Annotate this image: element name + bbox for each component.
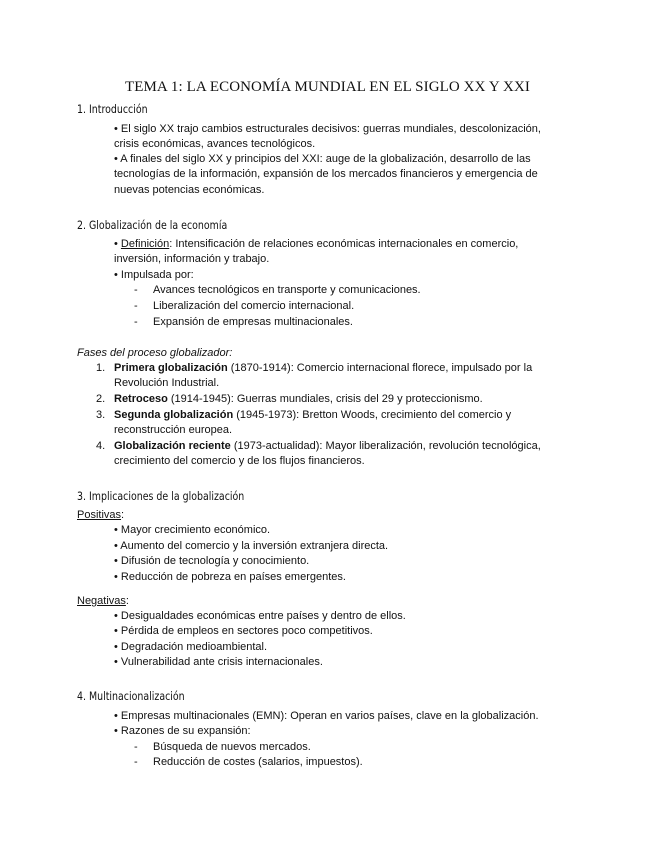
- negative-item: • Degradación medioambiental.: [114, 641, 268, 653]
- section-heading-introduccion: 1. Introducción: [77, 102, 148, 116]
- section-heading-implicaciones: 3. Implicaciones de la globalización: [77, 489, 245, 503]
- phase-1-name: Primera globalización: [114, 362, 228, 374]
- phase-4-name: Globalización reciente: [114, 440, 231, 452]
- intro-bullet-1-line-1: • El siglo XX trajo cambios estructurales decisivos: guerras mundiales, descolonización,: [114, 123, 541, 135]
- negative-label-text: Negativas: [77, 595, 126, 607]
- section-heading-multinacionalizacion: 4. Multinacionalización: [77, 689, 185, 703]
- definition-label: Definición: [120, 238, 170, 250]
- intro-bullet-2-line-2: tecnologías de la información, expansión de los mercados financieros y emergencia de: [114, 168, 538, 180]
- negative-item: • Vulnerabilidad ante crisis internacionales.: [114, 656, 323, 668]
- phase-2-text: (1914-1945): Guerras mundiales, crisis del 29 y proteccionismo.: [167, 393, 483, 405]
- dash-marker: -: [134, 284, 138, 296]
- phase-number: 1.: [96, 362, 106, 374]
- positive-item: • Aumento del comercio y la inversión extranjera directa.: [114, 540, 389, 552]
- definition-text: : Intensificación de relaciones económicas internacionales en comercio,: [169, 238, 519, 250]
- dash-marker: -: [134, 756, 138, 768]
- impulse-bullet: • Impulsada por:: [114, 269, 194, 281]
- positive-item: • Difusión de tecnología y conocimiento.: [114, 555, 310, 567]
- label-colon: :: [121, 509, 125, 521]
- impulse-item: Avances tecnológicos en transporte y comunicaciones.: [153, 284, 421, 296]
- phase-number: 4.: [96, 440, 106, 452]
- phase-3-line-2: reconstrucción europea.: [114, 424, 233, 436]
- phase-3-text: (1945-1973): Bretton Woods, crecimiento del comercio y: [233, 409, 512, 421]
- phase-4-line-1: [114, 439, 541, 454]
- document-title: TEMA 1: LA ECONOMÍA MUNDIAL EN EL SIGLO XX Y XXI: [124, 79, 531, 95]
- phase-3-line-1: [114, 408, 511, 423]
- phase-4-line-2: crecimiento del comercio y de los flujos financieros.: [114, 455, 365, 467]
- positive-label: [77, 508, 124, 523]
- phase-number: 2.: [96, 393, 106, 405]
- positive-item: • Mayor crecimiento económico.: [114, 524, 271, 536]
- intro-bullet-2-line-1: • A finales del siglo XX y principios del XXI: auge de la globalización, desarrollo de las: [114, 153, 531, 165]
- phase-1-text: (1870-1914): Comercio internacional florece, impulsado por la: [227, 362, 533, 374]
- impulse-item: Liberalización del comercio internacional.: [153, 300, 355, 312]
- expansion-reason: Búsqueda de nuevos mercados.: [153, 741, 311, 753]
- phase-number: 3.: [96, 409, 106, 421]
- intro-bullet-2-line-3: nuevas potencias económicas.: [114, 184, 265, 196]
- phase-3-name: Segunda globalización: [114, 409, 234, 421]
- section-heading-globalizacion: 2. Globalización de la economía: [77, 218, 228, 232]
- dash-marker: -: [134, 300, 138, 312]
- phase-1-line-2: Revolución Industrial.: [114, 377, 220, 389]
- phases-label: Fases del proceso globalizador:: [77, 347, 233, 359]
- phase-1-line-1: [114, 361, 532, 376]
- definition-line-1: [114, 237, 518, 252]
- positive-label-text: Positivas: [77, 509, 122, 521]
- expansion-reason: Reducción de costes (salarios, impuestos).: [153, 756, 363, 768]
- intro-bullet-1-line-2: crisis económicas, avances tecnológicos.: [114, 138, 316, 150]
- negative-item: • Pérdida de empleos en sectores poco competitivos.: [114, 625, 373, 637]
- multinational-bullet-1: • Empresas multinacionales (EMN): Operan en varios países, clave en la globalización.: [114, 710, 539, 722]
- negative-item: • Desigualdades económicas entre países y dentro de ellos.: [114, 610, 406, 622]
- label-colon: :: [125, 595, 129, 607]
- multinational-bullet-2: • Razones de su expansión:: [114, 725, 251, 737]
- phase-2-line-1: [114, 392, 483, 407]
- negative-label: [77, 594, 129, 609]
- impulse-item: Expansión de empresas multinacionales.: [153, 316, 353, 328]
- definition-line-2: inversión, información y trabajo.: [114, 253, 270, 265]
- dash-marker: -: [134, 741, 138, 753]
- phase-2-name: Retroceso: [114, 393, 168, 405]
- definition-bullet: •: [114, 238, 121, 250]
- positive-item: • Reducción de pobreza en países emergentes.: [114, 571, 346, 583]
- dash-marker: -: [134, 316, 138, 328]
- phase-4-text: (1973-actualidad): Mayor liberalización, revolución tecnológica,: [230, 440, 541, 452]
